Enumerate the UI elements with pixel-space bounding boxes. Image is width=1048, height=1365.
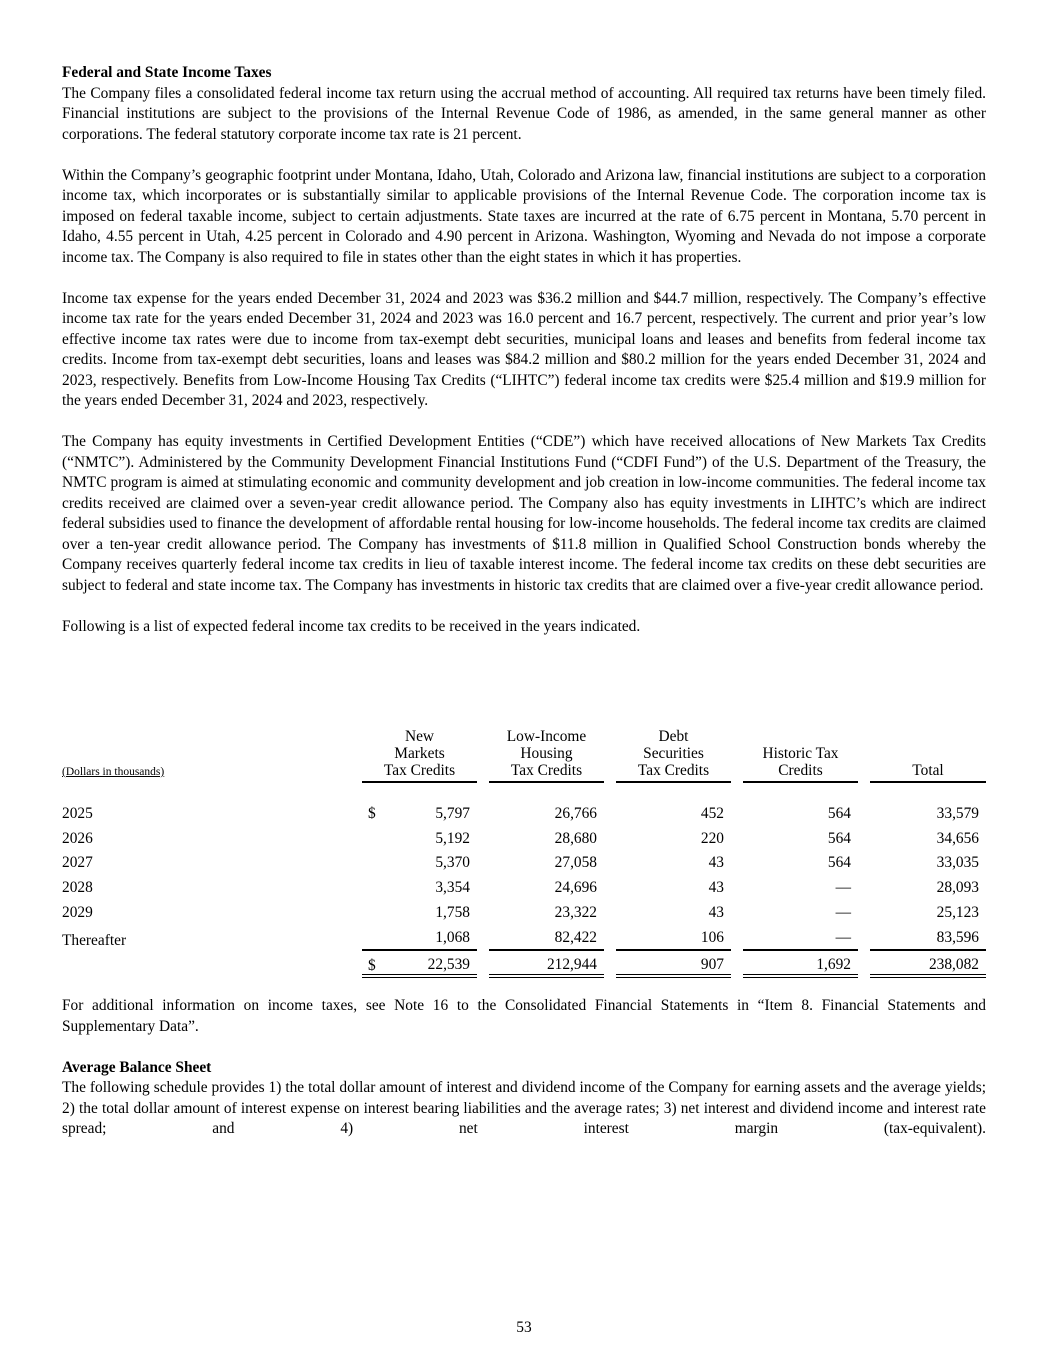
paragraph-table-intro: Following is a list of expected federal income tax credits to be received in the years indicated. [62,617,641,635]
dollar-sign: $ [368,804,376,822]
table-total-row: $ 22,539 212,944 907 1,692 238,082 [62,949,986,978]
column-header-new-markets: New Markets Tax Credits [362,728,477,783]
section-average-balance [62,996,986,1140]
column-header-historic-tax: Historic Tax Credits [743,728,858,783]
paragraph-tax-credit-investments: The Company has equity investments in Certified Development Entities (“CDE”) which have received allocations of New Markets Tax Credits (“NMTC”). Administered by the Community Development Financial Institutions Fund (“CDFI Fund”) of the U.S. Department of the Treasury, the NMTC program is aimed at stimulating economic and community development and job creation in low-income communities. The federal income tax credits received are claimed over a seven-year credit allowance period. The Company also has equity investments in LIHTC’s which are indirect federal subsidies used to finance the development of affordable rental housing for low-income households. The federal income tax credits are claimed over a ten-year credit allowance period. The Company has investments of $11.8 million in Qualified School Construction bonds whereby the Company receives quarterly federal income tax credits in lieu of taxable interest income. The federal income tax credits on these debt securities are subject to federal and state income tax. The Company has investments in historic tax credits that are claimed over a five-year credit allowance period. [62,433,986,594]
paragraph-state-taxes: Within the Company’s geographic footprint under Montana, Idaho, Utah, Colorado and Arizona law, financial institutions are subject to a corporation income tax, which incorporates or is substantially similar to applicable provisions of the Internal Revenue Code. The corporation income tax is imposed on federal taxable income, subject to certain adjustments. State taxes are incurred at the rate of 6.75 percent in Montana, 5.70 percent in Idaho, 4.55 percent in Utah, 4.25 percent in Colorado and 4.90 percent in Arizona. Washington, Wyoming and Nevada do not impose a corporate income tax. The Company is also required to file in states other than the eight states in which it has properties. [62,166,986,266]
table-header-row [62,728,986,783]
paragraph-federal-return: The Company files a consolidated federal income tax return using the accrual method of accounting. All required tax returns have been timely filed. Financial institutions are subject to the provisions of the Internal Revenue Code of 1986, as amended, in the same general manner as other corporations. The federal statutory corporate income tax rate is 21 percent. [62,84,986,143]
page-number: 53 [516,1319,532,1336]
table-row: 2025 $ 5,797 26,766 452 564 33,579 [62,804,979,822]
paragraph-schedule-description: The following schedule provides 1) the total dollar amount of interest and dividend income of the Company for earning assets and the average yields; 2) the total dollar amount of interest expense on interest bearing liabilities and the average rates; 3) net interest and dividend income and interest rate spread; and 4) net interest margin (tax-equivalent). [62,1079,986,1137]
document-body [62,63,986,637]
section-heading-income-taxes: Federal and State Income Taxes [62,64,272,81]
section-heading-average-balance-sheet: Average Balance Sheet [62,1058,212,1076]
paragraph-income-tax-expense: Income tax expense for the years ended December 31, 2024 and 2023 was $36.2 million and $44.7 million, respectively. The Company’s effective income tax rate for the years ended December 31, 2024 and 2023 was 16.0 percent and 16.7 percent, respectively. The current and prior year’s low effective income tax rates were due to income from tax-exempt debt securities, municipal loans and leases and benefits from federal income tax credits. Income from tax-exempt debt securities, loans and leases was $84.2 million and $80.2 million for the years ended December 31, 2024 and 2023, respectively. Benefits from Low-Income Housing Tax Credits (“LIHTC”) federal income tax credits were $25.4 million and $19.9 million for the years ended December 31, 2024 and 2023, respectively. [62,289,986,409]
paragraph-additional-info: For additional information on income taxes, see Note 16 to the Consolidated Financial Statements in “Item 8. Financial Statements and Supplementary Data”. [62,997,986,1035]
table-row: 2026 5,192 28,680 220 564 34,656 [62,829,979,847]
table-row: 2027 5,370 27,058 43 564 33,035 [62,854,979,872]
unit-label: (Dollars in thousands) [62,766,165,778]
column-header-low-income-housing: Low-Income Housing Tax Credits [489,728,604,783]
column-header-total: Total [870,728,986,783]
table-row: 2028 3,354 24,696 43 — 28,093 [62,879,979,897]
tax-credits-table [62,728,986,978]
table-row: 2029 1,758 23,322 43 — 25,123 [62,903,979,921]
column-header-debt-securities: Debt Securities Tax Credits [616,728,731,783]
table-row: Thereafter 1,068 82,422 106 — 83,596 [62,928,979,949]
dollar-sign: $ [368,956,376,974]
